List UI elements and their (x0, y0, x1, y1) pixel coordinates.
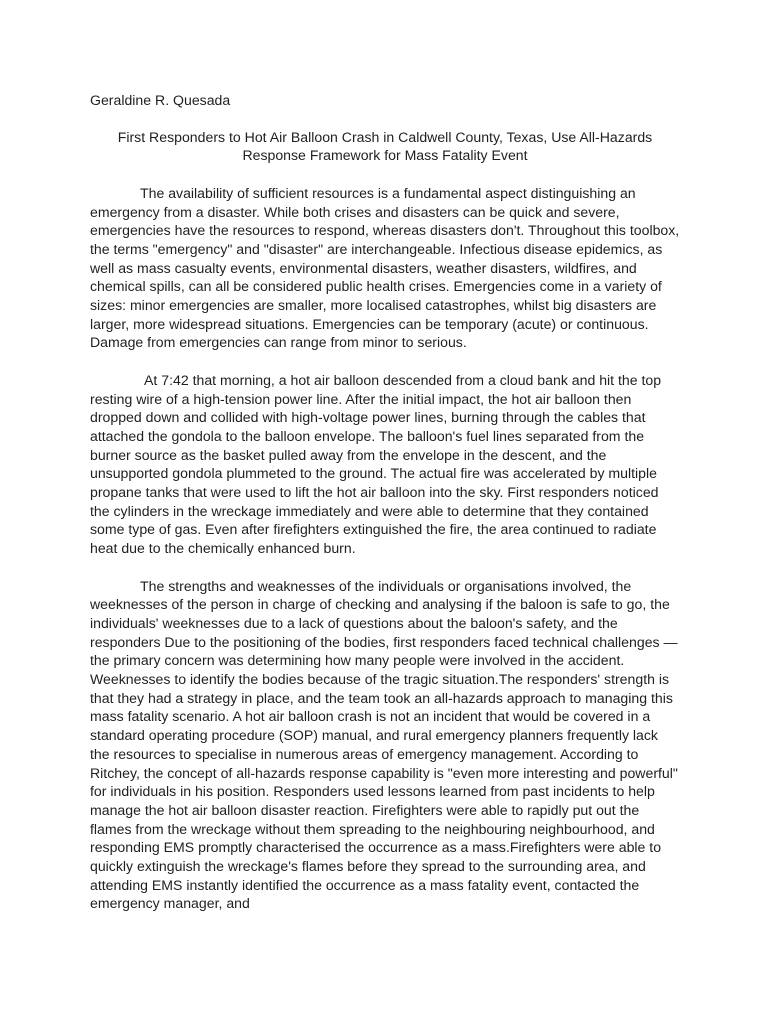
title-line-2: Response Framework for Mass Fatality Event (242, 147, 528, 164)
document-title (90, 128, 680, 165)
title-line-1: First Responders to Hot Air Balloon Crash in Caldwell County, Texas, Use All-Hazards (117, 128, 653, 145)
body-paragraph-1: The availability of sufficient resources is a fundamental aspect distinguishing an emergency from a disaster. While both crises and disasters can be quick and severe, emergencies have the resources to respond, whereas disasters don't. Throughout this toolbox, the terms "emergency" and "disaster" are interchangeable. Infectious disease epidemics, as well as mass casualty events, environmental disasters, weather disasters, wildfires, and chemical spills, can all be considered public health crises. Emergencies come in a variety of sizes: minor emergencies are smaller, more localised catastrophes, whilst big disasters are larger, more widespread situations. Emergencies can be temporary (acute) or continuous. Damage from emergencies can range from minor to serious. (90, 184, 680, 351)
body-paragraph-3: The strengths and weaknesses of the individuals or organisations involved, the weeknesses of the person in charge of checking and analysing if the baloon is safe to go, the individuals' weeknesses due to a lack of questions about the baloon's safety, and the responders Due to the positioning of the bodies, first responders faced technical challenges — the primary concern was determining how many people were involved in the accident. Weeknesses to identify the bodies because of the tragic situation.The responders' strength is that they had a strategy in place, and the team took an all-hazards approach to managing this mass fatality scenario. A hot air balloon crash is not an incident that would be covered in a standard operating procedure (SOP) manual, and rural emergency planners frequently lack the resources to specialise in numerous areas of emergency management. According to Ritchey, the concept of all-hazards response capability is "even more interesting and powerful" for individuals in his position. Responders used lessons learned from past incidents to help manage the hot air balloon disaster reaction. Firefighters were able to rapidly put out the flames from the wreckage without them spreading to the neighbouring neighbourhood, and responding EMS promptly characterised the occurrence as a mass.Firefighters were able to quickly extinguish the wreckage's flames before they spread to the surrounding area, and attending EMS instantly identified the occurrence as a mass fatality event, contacted the emergency manager, and (90, 577, 678, 912)
document-page (90, 91, 680, 932)
body-paragraph-2: At 7:42 that morning, a hot air balloon descended from a cloud bank and hit the top resting wire of a high-tension power line. After the initial impact, the hot air balloon then dropped down and collided with high-voltage power lines, burning through the cables that attached the gondola to the balloon envelope. The balloon's fuel lines separated from the burner source as the basket pulled away from the envelope in the descent, and the unsupported gondola plummeted to the ground. The actual fire was accelerated by multiple propane tanks that were used to lift the hot air balloon into the sky. First responders noticed the cylinders in the wreckage immediately and were able to determine that they contained some type of gas. Even after firefighters extinguished the fire, the area continued to radiate heat due to the chemically enhanced burn. (90, 371, 662, 557)
author-name: Geraldine R. Quesada (90, 92, 231, 108)
